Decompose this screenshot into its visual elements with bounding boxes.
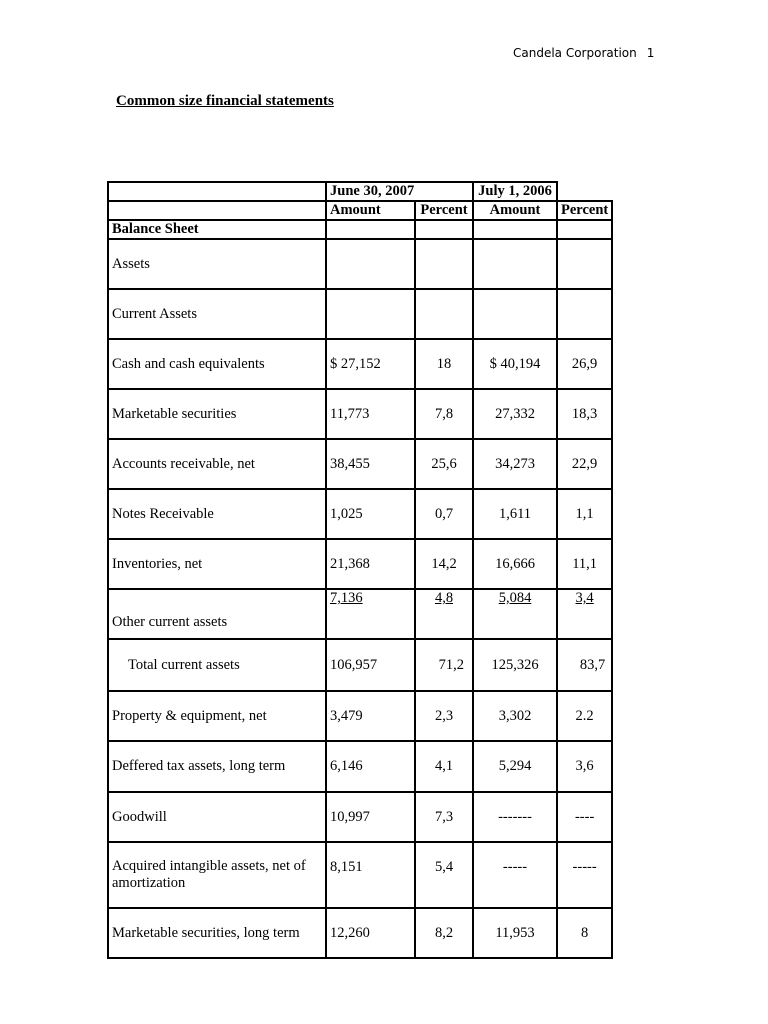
percent-2006: 8 <box>557 908 612 958</box>
table-row <box>108 239 612 289</box>
amount-2007: 6,146 <box>326 741 415 792</box>
amount-2006 <box>473 239 557 289</box>
header-blank-cell <box>108 182 326 201</box>
empty-cell <box>473 220 557 239</box>
table-row <box>108 539 612 589</box>
amount-2006: 27,332 <box>473 389 557 439</box>
amount-2007: 7,136 <box>330 590 363 606</box>
row-label: Marketable securities, long term <box>108 908 326 958</box>
empty-cell <box>557 220 612 239</box>
row-label: Goodwill <box>108 792 326 842</box>
balance-sheet-table-container <box>107 181 613 959</box>
amount-2006: 11,953 <box>473 908 557 958</box>
row-label: Deffered tax assets, long term <box>108 741 326 792</box>
amount-2006: 1,611 <box>473 489 557 539</box>
amount-2007: 21,368 <box>326 539 415 589</box>
row-label: Other current assets <box>108 589 326 639</box>
percent-2007: 8,2 <box>415 908 473 958</box>
percent-2006: ---- <box>557 792 612 842</box>
percent-2006: 22,9 <box>557 439 612 489</box>
percent-2007: 4,8 <box>434 590 454 606</box>
percent-2006: 26,9 <box>557 339 612 389</box>
amount-2006: 5,084 <box>498 590 532 606</box>
percent-2007-cell <box>415 589 473 639</box>
percent-2006: 18,3 <box>557 389 612 439</box>
col-percent-2: Percent <box>557 201 612 220</box>
table-row <box>108 741 612 792</box>
percent-2007: 18 <box>415 339 473 389</box>
row-label: Notes Receivable <box>108 489 326 539</box>
empty-cell <box>415 220 473 239</box>
row-label: Cash and cash equivalents <box>108 339 326 389</box>
amount-2007: 10,997 <box>326 792 415 842</box>
column-header-row <box>108 201 612 220</box>
table-row <box>108 289 612 339</box>
section-label: Balance Sheet <box>108 220 326 239</box>
period-header-row <box>108 182 612 201</box>
amount-2007: 1,025 <box>326 489 415 539</box>
row-label: Marketable securities <box>108 389 326 439</box>
amount-2006-cell <box>473 589 557 639</box>
percent-2006: 11,1 <box>557 539 612 589</box>
col-amount-2: Amount <box>473 201 557 220</box>
percent-2007 <box>415 239 473 289</box>
table-row <box>108 842 612 908</box>
balance-sheet-table <box>107 181 613 959</box>
amount-2007 <box>326 239 415 289</box>
table-row <box>108 489 612 539</box>
amount-2007: 12,260 <box>326 908 415 958</box>
header-blank-cell <box>108 201 326 220</box>
percent-2006-cell <box>557 589 612 639</box>
company-name: Candela Corporation <box>513 46 637 60</box>
table-row <box>108 639 612 691</box>
amount-2007 <box>326 289 415 339</box>
col-amount-1: Amount <box>326 201 415 220</box>
table-row <box>108 339 612 389</box>
section-row <box>108 220 612 239</box>
amount-2006: 5,294 <box>473 741 557 792</box>
percent-2006: 2.2 <box>557 691 612 741</box>
amount-2007: 11,773 <box>326 389 415 439</box>
percent-2006 <box>557 239 612 289</box>
percent-2006 <box>557 289 612 339</box>
amount-2006: ------- <box>473 792 557 842</box>
col-percent-1: Percent <box>415 201 473 220</box>
document-title: Common size financial statements <box>116 93 334 109</box>
amount-2007: $ 27,152 <box>326 339 415 389</box>
percent-2007: 0,7 <box>415 489 473 539</box>
table-row <box>108 691 612 741</box>
empty-cell <box>326 220 415 239</box>
amount-2007: 106,957 <box>326 639 415 691</box>
amount-2006: 16,666 <box>473 539 557 589</box>
table-row <box>108 908 612 958</box>
percent-2007 <box>415 289 473 339</box>
period2-header: July 1, 2006 <box>473 182 557 201</box>
amount-2006: ----- <box>473 842 557 908</box>
page-number: 1 <box>646 46 655 60</box>
row-label: Total current assets <box>108 639 326 691</box>
period1-header: June 30, 2007 <box>326 182 473 201</box>
percent-2007: 71,2 <box>415 639 473 691</box>
table-row <box>108 389 612 439</box>
amount-2007: 8,151 <box>326 842 415 908</box>
percent-2006: 1,1 <box>557 489 612 539</box>
percent-2007: 5,4 <box>415 842 473 908</box>
row-label: Assets <box>108 239 326 289</box>
page-header <box>513 46 654 60</box>
amount-2007-cell <box>326 589 415 639</box>
header-empty-cell <box>557 182 612 201</box>
percent-2007: 7,8 <box>415 389 473 439</box>
row-label: Acquired intangible assets, net of amortization <box>108 842 326 908</box>
row-label: Current Assets <box>108 289 326 339</box>
amount-2006 <box>473 289 557 339</box>
amount-2006: 34,273 <box>473 439 557 489</box>
table-row <box>108 792 612 842</box>
row-label: Property & equipment, net <box>108 691 326 741</box>
percent-2007: 4,1 <box>415 741 473 792</box>
row-label: Inventories, net <box>108 539 326 589</box>
percent-2007: 25,6 <box>415 439 473 489</box>
amount-2006: 3,302 <box>473 691 557 741</box>
percent-2006: 83,7 <box>557 639 612 691</box>
amount-2006: $ 40,194 <box>473 339 557 389</box>
percent-2007: 14,2 <box>415 539 473 589</box>
table-row <box>108 589 612 639</box>
row-label: Accounts receivable, net <box>108 439 326 489</box>
percent-2007: 7,3 <box>415 792 473 842</box>
table-row <box>108 439 612 489</box>
percent-2006: ----- <box>557 842 612 908</box>
percent-2006: 3,4 <box>575 590 594 606</box>
percent-2006: 3,6 <box>557 741 612 792</box>
amount-2006: 125,326 <box>473 639 557 691</box>
amount-2007: 38,455 <box>326 439 415 489</box>
percent-2007: 2,3 <box>415 691 473 741</box>
amount-2007: 3,479 <box>326 691 415 741</box>
